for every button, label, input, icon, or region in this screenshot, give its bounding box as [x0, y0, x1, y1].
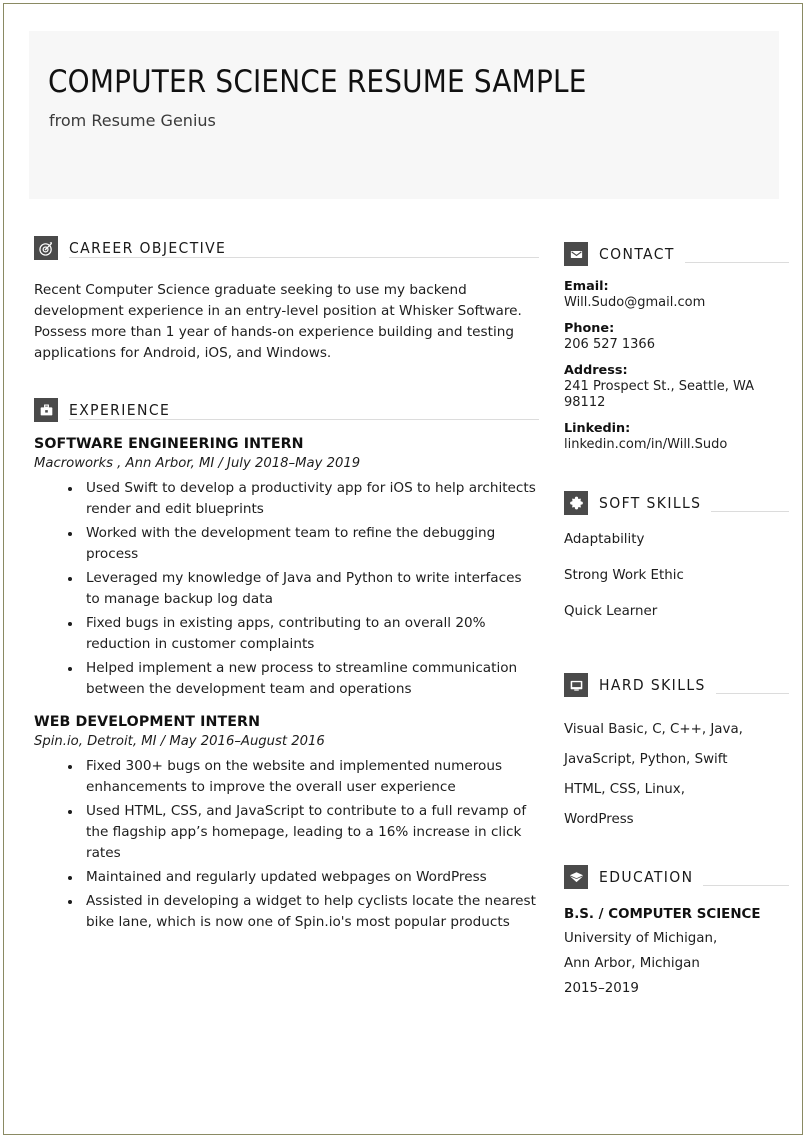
contact-value: 241 Prospect St., Seattle, WA 98112: [564, 379, 755, 410]
hard-skill-line: WordPress: [564, 812, 634, 827]
briefcase-icon: [34, 398, 58, 422]
contact-value[interactable]: Will.Sudo@gmail.com: [564, 295, 706, 310]
education-degree: B.S. / COMPUTER SCIENCE: [564, 907, 761, 922]
monitor-icon: [564, 673, 588, 697]
section-experience-header: [34, 398, 539, 422]
bullet-item: • Used Swift to develop a productivity app for iOS to help architects render and edit blueprints: [82, 478, 539, 520]
contact-label: Address:: [564, 363, 628, 378]
contact-value[interactable]: 206 527 1366: [564, 337, 655, 352]
bullet-item: • Helped implement a new process to streamline communication between the development team and operations: [82, 658, 539, 700]
contact-list: [564, 279, 789, 453]
contact-item-address: [564, 363, 789, 411]
envelope-icon: [564, 242, 588, 266]
section-title-education: EDUCATION: [599, 868, 703, 886]
contact-item-linkedin: [564, 421, 789, 453]
section-soft-skills-header: [564, 491, 789, 515]
section-divider: [69, 419, 539, 420]
bullet-item: • Leveraged my knowledge of Java and Python to write interfaces to manage backup log data: [82, 568, 539, 610]
target-icon: [34, 236, 58, 260]
experience-list: [34, 436, 539, 933]
bullet-item: • Maintained and regularly updated webpages on WordPress: [82, 867, 539, 888]
experience-entry: [34, 714, 539, 933]
header-banner: [29, 31, 779, 199]
career-objective-text: Recent Computer Science graduate seeking to use my backend development experience in an entry-level position at Whisker Software. Possess more than 1 year of hands-on experience building and testing applications for Android, iOS, and Windows.: [34, 282, 522, 361]
soft-skills-list: [564, 531, 789, 621]
bullet-item: • Assisted in developing a widget to help cyclists locate the nearest bike lane, which is now one of Spin.io's most popular products: [82, 891, 539, 933]
page-title: COMPUTER SCIENCE RESUME SAMPLE: [48, 64, 587, 100]
spacer: [564, 835, 789, 865]
left-column: [34, 236, 539, 936]
section-career-objective-header: [34, 236, 539, 260]
section-title-contact: CONTACT: [599, 245, 685, 263]
contact-item-email: [564, 279, 789, 311]
section-title-experience: EXPERIENCE: [69, 401, 180, 419]
job-meta: Spin.io, Detroit, MI / May 2016–August 2016: [34, 734, 325, 749]
soft-skill-item: Strong Work Ethic: [564, 568, 684, 583]
bullet-item: • Fixed bugs in existing apps, contributing to an overall 20% reduction in customer complaints: [82, 613, 539, 655]
job-bullets: [34, 756, 539, 933]
section-hard-skills-header: [564, 673, 789, 697]
soft-skill-item: Adaptability: [564, 532, 645, 547]
bullet-item: • Fixed 300+ bugs on the website and implemented numerous enhancements to improve the overall user experience: [82, 756, 539, 798]
page-frame: [3, 3, 803, 1135]
education-entry: [564, 907, 789, 1001]
bullet-item: • Worked with the development team to refine the debugging process: [82, 523, 539, 565]
experience-entry: [34, 436, 539, 700]
section-title-career-objective: CAREER OBJECTIVE: [69, 239, 236, 257]
section-contact-header: [564, 242, 789, 266]
education-line: Ann Arbor, Michigan: [564, 956, 700, 971]
soft-skill-item: Quick Learner: [564, 604, 658, 619]
contact-item-phone: [564, 321, 789, 353]
contact-label: Phone:: [564, 321, 615, 336]
contact-value[interactable]: linkedin.com/in/Will.Sudo: [564, 437, 728, 452]
puzzle-piece-icon: [564, 491, 588, 515]
contact-label: Linkedin:: [564, 421, 631, 436]
graduation-cap-icon: [564, 865, 588, 889]
hard-skills-list: [564, 715, 789, 835]
job-bullets: [34, 478, 539, 700]
hard-skill-line: JavaScript, Python, Swift: [564, 752, 728, 767]
section-title-soft-skills: SOFT SKILLS: [599, 494, 711, 512]
bullet-item: • Used HTML, CSS, and JavaScript to contribute to a full revamp of the flagship app’s homepage, leading to a 16% increase in click rates: [82, 801, 539, 864]
section-divider: [69, 257, 539, 258]
section-title-hard-skills: HARD SKILLS: [599, 676, 716, 694]
contact-label: Email:: [564, 279, 609, 294]
hard-skill-line: Visual Basic, C, C++, Java,: [564, 722, 743, 737]
spacer: [564, 463, 789, 491]
hard-skill-line: HTML, CSS, Linux,: [564, 782, 685, 797]
spacer: [564, 639, 789, 673]
resume-sheet: [4, 4, 802, 1134]
page-subtitle: from Resume Genius: [49, 111, 216, 130]
education-line: 2015–2019: [564, 981, 639, 996]
job-title: SOFTWARE ENGINEERING INTERN: [34, 436, 304, 452]
section-education-header: [564, 865, 789, 889]
right-column: [564, 242, 789, 1001]
job-title: WEB DEVELOPMENT INTERN: [34, 714, 261, 730]
job-meta: Macroworks , Ann Arbor, MI / July 2018–May 2019: [34, 456, 361, 471]
education-line: University of Michigan,: [564, 931, 718, 946]
